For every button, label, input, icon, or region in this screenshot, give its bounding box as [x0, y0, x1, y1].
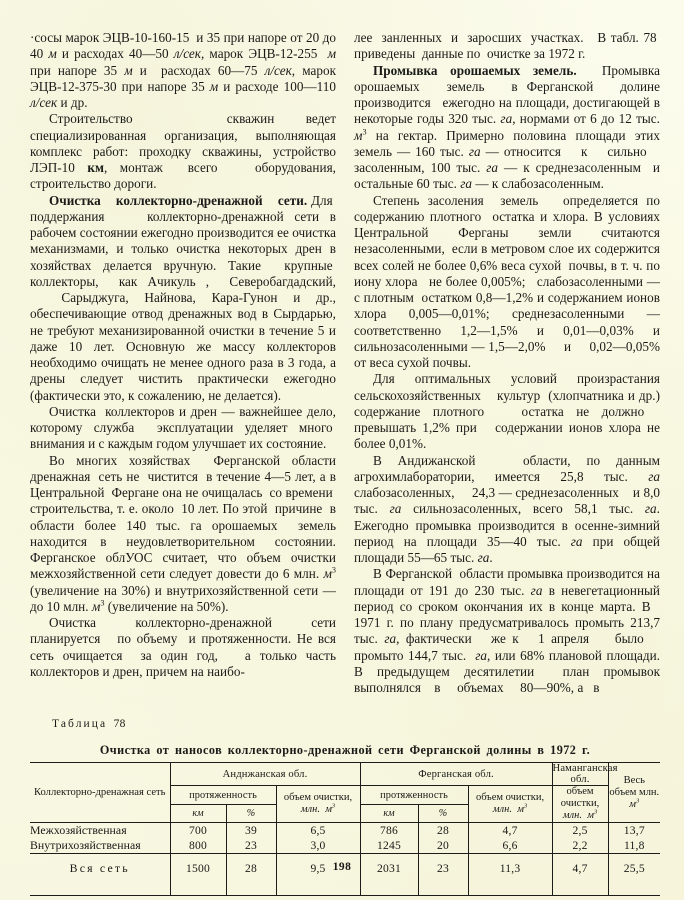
cell-andijan-pct: 23: [226, 838, 276, 854]
cell-fergana-pct: 28: [418, 823, 468, 839]
cell-total-vol: 13,7: [608, 823, 660, 839]
two-column-body: [30, 30, 660, 696]
paragraph-optimal-conditions: Для оптимальных условий произрастания сельскохозяйственных культур (хлопчатника и др.) содержание плотного остатка не должно превышать 1,2% при содержании ионов хлора не более 0,01%.: [354, 371, 660, 452]
unit-fergana-km: км: [360, 804, 418, 823]
paragraph-fergana-leaching: В Ферганской области промывка производится на площади от 191 до 230 тыс. га в невегетационный период со сроком окончания их в конце марта. В 1971 г. по плану предусматривалось промыть 213,7 тыс. га, фактически же к 1 апреля было промыто 144,7 тыс. га, или 68% плановой площади. В предыдущем десятилетии план промывок выполнялся в объемах 80—90%, а в: [354, 566, 660, 695]
table-caption-number: 78: [113, 718, 126, 731]
paragraph-cleaning-network: Очистка коллекторно-дренажной сети. Для поддержания коллекторно-дренажной сети в рабочем состоянии ежегодно производится ее очистка механизмами, и только очистка некоторых дрен в хозяйствах делается вручную. Такие крупные коллекторы, как Ачикуль , Северобагдадский, Сарыджуга, Найнова, Кара-Гунон и др., обеспечивающие отвод дренажных вод в Сырдарью, не требуют механизированной очистки в течение 5 и даже 10 лет. Основную же массу коллекторов необходимо очищать не менее одного раза в 3 года, а дрены следует чистить практически ежегодно (фактически это, к сожалению, не делается).: [30, 192, 336, 403]
total-fergana-km: 2031: [360, 854, 418, 884]
header-andijan-volume-units: млн. $м^3$: [300, 802, 336, 816]
total-fergana-pct: 23: [418, 854, 468, 884]
total-andijan-km: 1500: [170, 854, 226, 884]
cell-fergana-pct: 20: [418, 838, 468, 854]
header-stub: Коллекторно-дренажная сеть: [30, 763, 170, 823]
header-total-line3: $м^3$: [629, 797, 640, 810]
header-fergana-volume: [468, 786, 552, 823]
header-namangan-volume: [552, 786, 608, 823]
unit-andijan-km: км: [170, 804, 226, 823]
total-total-vol: 25,5: [608, 854, 660, 884]
unit-andijan-pct: %: [226, 804, 276, 823]
header-andijan-length: протяженность: [170, 786, 276, 805]
cell-fergana-vol: 6,6: [468, 838, 552, 854]
paragraph-construction: Строительство скважин ведет специализированная организация, выполняющая комплекс работ: проходку скважины, устройство ЛЭП-10 км, монтаж всего оборудования, строительство дороги.: [30, 111, 336, 192]
spacer-cell: [170, 883, 226, 896]
row-label-onfarm: Внутрихозяйственная: [30, 838, 141, 853]
paragraph-leaching: Промывка орошаемых земель. Промывка орошаемых земель в Ферганской долине производится ежегодно на площади, достигающей в некоторые годы 320 тыс. га, нормами от 6 до 12 тыс. $м^3$ на гектар. Примерно половина площади этих земель — 160 тыс. га — относится к сильно засоленным, 100 тыс. га — к среднезасоленным и остальные 60 тыс. га — к слабозасоленным.: [354, 62, 661, 192]
table-row: [30, 838, 660, 854]
spacer-cell: [276, 883, 360, 896]
header-fergana-length: протяженность: [360, 786, 468, 805]
cleaning-table: [30, 762, 660, 896]
paragraph-important-matter: Очистка коллекторов и дрен — важнейшее дело, которому служба эксплуатации уделяет много внимания и с каждым годом улучшает их состояние.: [30, 403, 336, 452]
header-total-line1: Весь: [623, 774, 645, 786]
total-andijan-pct: 28: [226, 854, 276, 884]
cell-fergana-vol: 4,7: [468, 823, 552, 839]
spacer-cell: [360, 883, 418, 896]
row-label-interfarm: Межхозяйственная: [30, 823, 170, 839]
paragraph-silted: лее занленных и заросших участках. В табл. 78 приведены данные по очистке за 1972 г.: [354, 30, 660, 62]
header-namangan-volume-line1: объем очистки,: [560, 786, 600, 810]
spacer-cell: [418, 883, 468, 896]
table-row: [30, 823, 660, 839]
paragraph-fergana-farms: Во многих хозяйствах Ферганской области дренажная сеть не чистится в течение 4—5 лет, а в Центральной Фергане она не очищалась со времени строительства, т. е. около 10 лет. По этой причине в области более 140 тыс. га орошаемых земель находится в неудовлетворительном состоянии. Ферганское облУОС считает, что объем очистки межхозяйственной сети следует довести до 6 млн. $м^3$ (увеличение на 30%) и внутрихозяйственной сети — до 10 млн. $м^3$ (увеличение на 50%).: [30, 452, 336, 614]
paragraph-pumps: ·сосы марок ЭЦВ-10-160-15 и 35 при напоре от 20 до 40 м и расходах 40—50 л/сек, марок ЭЦВ-12-255 м при напоре 35 м и расходах 60—75 л/сек, марок ЭЦВ-12-375-30 при напоре 35 м и расходе 100—110 л/сек и др.: [30, 30, 337, 110]
left-text-column: [30, 30, 336, 680]
cell-andijan-km: 700: [170, 823, 226, 839]
paragraph-salinity-degree: Степень засоления земель определяется по содержанию плотного остатка и хлора. В условиях Центральной Ферганы земли считаются незасоленными, если в метровом слое их содержится всех солей не более 0,6% веса сухой почвы, в т. ч. по иону хлора не более 0,005%; слабозасоленными — с плотным остатком 0,8—1,2% и содержанием ионов хлора 0,005—0,01%; среднезасоленными — соответственно 1,2—1,5% и 0,01—0,03% и сильнозасоленными — 1,5—2,0% и 0,02—0,05% от веса сухой почвы.: [354, 192, 660, 370]
total-fergana-vol: 11,3: [468, 854, 552, 884]
cell-namangan-vol: 2,5: [552, 823, 608, 839]
spacer-cell: [608, 883, 660, 896]
row-label-total: Вся сеть: [30, 854, 170, 884]
header-fergana-volume-line1: объем очистки,: [475, 792, 545, 804]
header-group-namangan: Наманганская обл.: [552, 763, 618, 786]
header-group-andijan: Анднжанская обл.: [170, 763, 360, 786]
table-caption-label: [52, 718, 660, 730]
table-header-groups: [30, 763, 660, 786]
cell-namangan-vol: 2,2: [552, 838, 608, 854]
cell-andijan-pct: 39: [226, 823, 276, 839]
cell-total-vol: 11,8: [608, 838, 660, 854]
cell-andijan-vol: 6,5: [276, 823, 360, 839]
unit-fergana-pct: %: [418, 804, 468, 823]
table-caption-word: Таблица: [52, 718, 108, 731]
header-namangan-volume-units: млн. $м^3$: [562, 808, 598, 822]
spacer-cell: [226, 883, 276, 896]
table-bottom-spacer: [30, 883, 660, 896]
cell-andijan-km: 800: [170, 838, 226, 854]
header-group-fergana: Ферганская обл.: [360, 763, 552, 786]
cell-fergana-km: 786: [360, 823, 418, 839]
header-fergana-volume-units: млн. $м^3$: [492, 802, 528, 816]
spacer-cell: [552, 883, 608, 896]
spacer-cell: [468, 883, 552, 896]
header-total-line2: объем млн.: [609, 786, 660, 798]
paragraph-andijan: В Андижанской области, по данным агрохимлаборатории, имеется 25,8 тыс. га слабозасоленных, 24,3 — среднезасоленных и 8,0 тыс. га сильнозасоленных, всего 58,1 тыс. га. Ежегодно промывка производится в осенне-зимний период на площади 35—40 тыс. га при общей площади 55—65 тыс. га.: [354, 452, 660, 565]
cell-fergana-km: 1245: [360, 838, 418, 854]
right-text-column: [354, 30, 660, 696]
header-andijan-volume-line1: объем очистки,: [283, 792, 353, 804]
total-andijan-vol: 9,5: [276, 854, 360, 884]
total-namangan-vol: 4,7: [552, 854, 608, 884]
page-number: 198: [332, 861, 352, 873]
table-title: Очистка от наносов коллекторно-дренажной сети Ферганской долины в 1972 г.: [99, 743, 591, 758]
paragraph-planning: Очистка коллекторно-дренажной сети планируется по объему и протяженности. Не вся сеть очищается за один год, а только часть коллекторов и дрен, причем на наибо-: [30, 615, 336, 679]
cell-andijan-vol: 3,0: [276, 838, 360, 854]
spacer-cell: [30, 883, 170, 896]
header-andijan-volume: [276, 786, 360, 823]
